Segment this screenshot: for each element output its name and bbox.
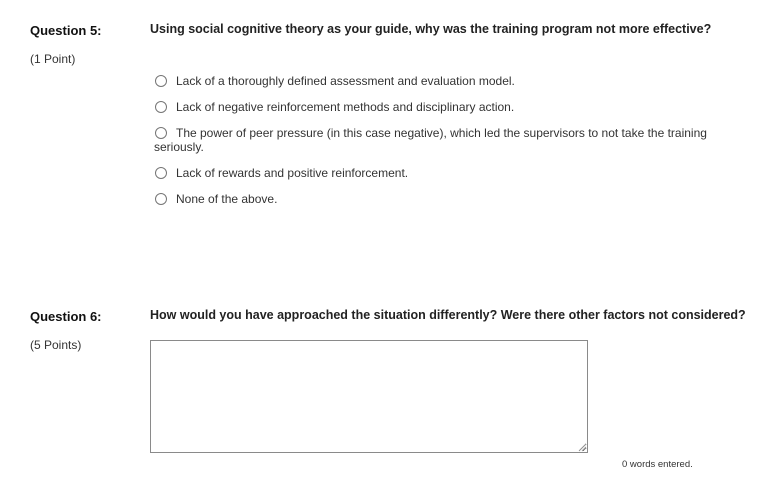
question-5-option-4[interactable] — [154, 166, 754, 180]
radio-button[interactable] — [155, 167, 167, 179]
radio-button[interactable] — [155, 193, 167, 205]
option-label: Lack of a thoroughly defined assessment and evaluation model. — [176, 74, 515, 88]
word-count: 0 words entered. — [622, 459, 693, 470]
question-5-text: Using social cognitive theory as your guide, why was the training program not more effective? — [150, 22, 712, 36]
question-5-option-1[interactable] — [154, 74, 754, 88]
question-5-option-2[interactable] — [154, 100, 754, 114]
option-label: None of the above. — [176, 192, 278, 206]
option-label: The power of peer pressure (in this case negative), which led the supervisors to not take the training seriously. — [154, 126, 707, 154]
question-6-text: How would you have approached the situation differently? Were there other factors not considered? — [150, 308, 746, 322]
option-label: Lack of rewards and positive reinforcement. — [176, 166, 409, 180]
radio-button[interactable] — [155, 127, 167, 139]
answer-textarea[interactable] — [150, 340, 588, 453]
option-label: Lack of negative reinforcement methods and disciplinary action. — [176, 100, 515, 114]
question-6-label: Question 6: — [30, 309, 102, 324]
question-5-label: Question 5: — [30, 23, 102, 38]
question-5-points: (1 Point) — [30, 52, 76, 66]
question-5-option-5[interactable] — [154, 192, 754, 206]
question-5-option-3[interactable] — [154, 126, 754, 154]
radio-button[interactable] — [155, 75, 167, 87]
radio-button[interactable] — [155, 101, 167, 113]
question-6-points: (5 Points) — [30, 338, 82, 352]
